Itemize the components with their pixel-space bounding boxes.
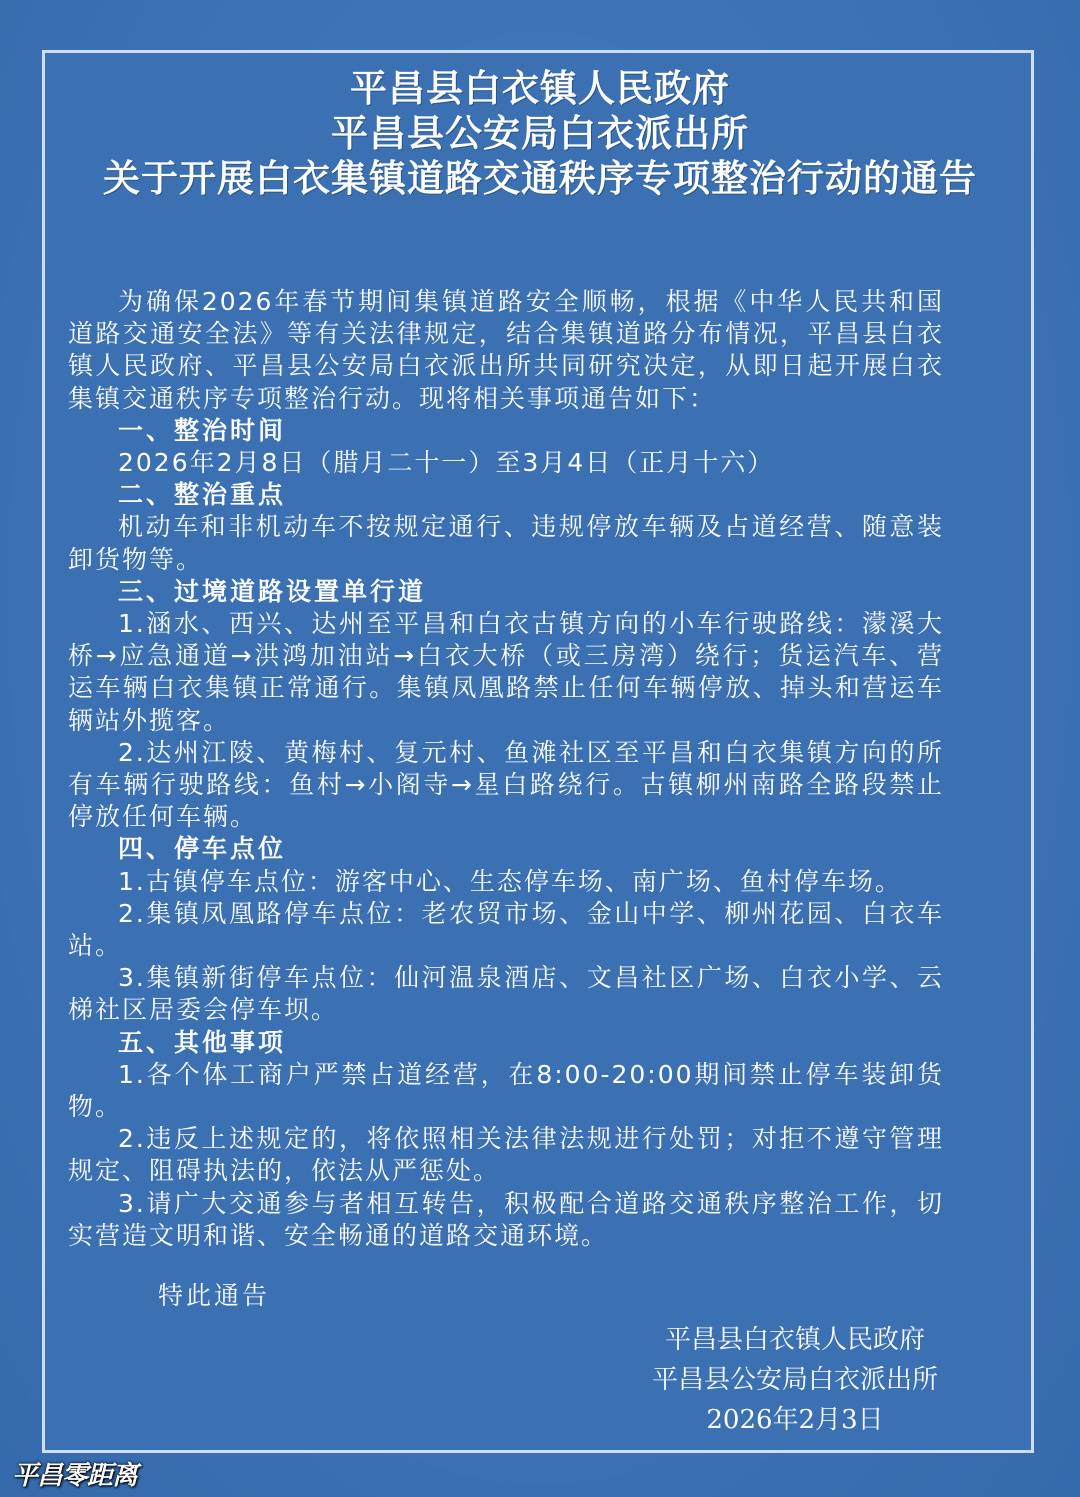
section-4-item-2: 2.集镇凤凰路停车点位：老农贸市场、金山中学、柳州花园、白衣车站。	[68, 898, 944, 961]
section-1-text: 2026年2月8日（腊月二十一）至3月4日（正月十六）	[118, 448, 775, 478]
intro-paragraph: 为确保2026年春节期间集镇道路安全顺畅，根据《中华人民共和国道路交通安全法》等有关法律规定，结合集镇道路分布情况，平昌县白衣镇人民政府、平昌县公安局白衣派出所共同研究决定，从即日起开展白衣集镇交通秩序专项整治行动。现将相关事项通告如下：	[68, 287, 944, 413]
section-3-item-1: 1.涵水、西兴、达州至平昌和白衣古镇方向的小车行驶路线：濛溪大桥→应急通道→洪鸿加油站→白衣大桥（或三房湾）绕行；货运汽车、营运车辆白衣集镇正常通行。集镇凤凰路禁止任何车辆停放、掉头和营运车辆站外揽客。	[68, 609, 944, 735]
signature-date: 2026年2月3日	[706, 1405, 884, 1435]
title-line-2: 平昌县公安局白衣派出所	[331, 111, 749, 155]
section-5-item-2: 2.违反上述规定的，将依照相关法律法规进行处罚；对拒不遵守管理规定、阻碍执法的，依法从严惩处。	[68, 1124, 944, 1186]
section-3-item-2: 2.达州江陵、黄梅村、复元村、鱼滩社区至平昌和白衣集镇方向的所有车辆行驶路线：鱼村→小阁寺→星白路绕行。古镇柳州南路全路段禁止停放任何车辆。	[68, 737, 944, 832]
signature-org-2: 平昌县公安局白衣派出所	[651, 1365, 938, 1395]
notice-body	[68, 286, 944, 1252]
notice-title	[0, 66, 1080, 201]
signature-block	[640, 1320, 950, 1440]
section-4-item-1: 1.古镇停车点位：游客中心、生态停车场、南广场、鱼村停车场。	[118, 866, 902, 896]
section-5-item-3: 3.请广大交通参与者相互转告，积极配合道路交通秩序整治工作，切实营造文明和谐、安全畅通的道路交通环境。	[68, 1188, 944, 1250]
section-2-text: 机动车和非机动车不按规定通行、违规停放车辆及占道经营、随意装卸货物等。	[68, 512, 944, 574]
section-4-item-3: 3.集镇新街停车点位：仙河温泉酒店、文昌社区广场、白衣小学、云梯社区居委会停车坝。	[68, 963, 944, 1025]
section-5-heading: 五、其他事项	[118, 1027, 287, 1057]
signature-org-1: 平昌县白衣镇人民政府	[664, 1325, 925, 1355]
title-line-1: 平昌县白衣镇人民政府	[350, 66, 730, 110]
section-5-item-1: 1.各个体工商户严禁占道经营，在8:00-20:00期间禁止停车装卸货物。	[68, 1059, 944, 1122]
section-4-heading: 四、停车点位	[118, 834, 287, 864]
closing-text: 特此通告	[158, 1281, 271, 1310]
section-1-heading: 一、整治时间	[118, 415, 287, 445]
source-watermark: 平昌零距离	[12, 1461, 138, 1491]
section-2-heading: 二、整治重点	[118, 480, 287, 510]
title-line-3: 关于开展白衣集镇道路交通秩序专项整治行动的通告	[103, 156, 977, 200]
section-3-heading: 三、过境道路设置单行道	[118, 576, 427, 606]
